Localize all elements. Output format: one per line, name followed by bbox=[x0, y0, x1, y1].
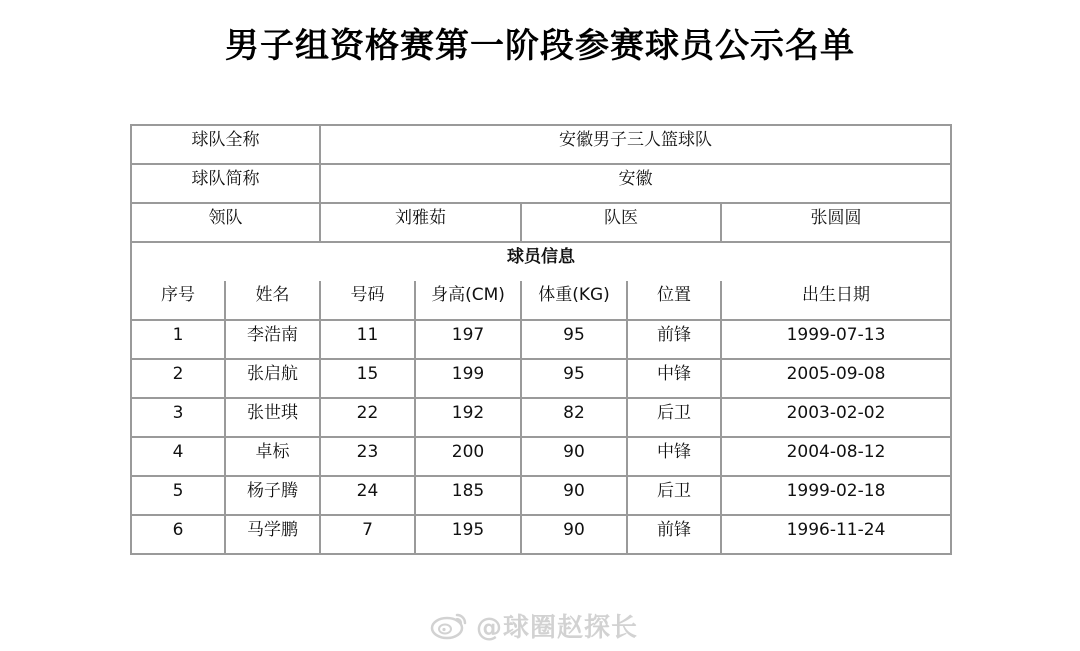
height-cell: 195 bbox=[415, 515, 521, 554]
position-cell: 后卫 bbox=[627, 398, 721, 437]
staff-row bbox=[131, 203, 951, 242]
team-doctor-value: 张圆圆 bbox=[721, 203, 951, 242]
watermark-text: @球圈赵探长 bbox=[476, 612, 639, 643]
players-section-title: 球员信息 bbox=[131, 242, 951, 281]
player-number-cell: 4 bbox=[131, 437, 225, 476]
team-full-name-row bbox=[131, 125, 951, 164]
team-short-name-row bbox=[131, 164, 951, 203]
birth-date-cell: 1999-02-18 bbox=[721, 476, 951, 515]
team-short-name-value: 安徽 bbox=[320, 164, 951, 203]
team-full-name-label: 球队全称 bbox=[131, 125, 320, 164]
team-leader-value: 刘雅茹 bbox=[320, 203, 521, 242]
jersey-number-cell: 24 bbox=[320, 476, 415, 515]
position-cell: 后卫 bbox=[627, 476, 721, 515]
jersey-number-cell: 23 bbox=[320, 437, 415, 476]
column-header: 序号 bbox=[131, 281, 225, 320]
player-name-cell: 卓标 bbox=[225, 437, 320, 476]
player-number-cell: 1 bbox=[131, 320, 225, 359]
column-header: 体重(KG) bbox=[521, 281, 627, 320]
player-number-cell: 3 bbox=[131, 398, 225, 437]
column-header: 身高(CM) bbox=[415, 281, 521, 320]
column-header: 姓名 bbox=[225, 281, 320, 320]
player-name-cell: 马学鹏 bbox=[225, 515, 320, 554]
position-cell: 前锋 bbox=[627, 320, 721, 359]
weight-cell: 90 bbox=[521, 515, 627, 554]
player-number-cell: 5 bbox=[131, 476, 225, 515]
document-title: 男子组资格赛第一阶段参赛球员公示名单 bbox=[225, 26, 855, 66]
jersey-number-cell: 15 bbox=[320, 359, 415, 398]
table-row bbox=[131, 476, 951, 515]
team-leader-label: 领队 bbox=[131, 203, 320, 242]
weight-cell: 82 bbox=[521, 398, 627, 437]
table-row bbox=[131, 320, 951, 359]
team-short-name-label: 球队简称 bbox=[131, 164, 320, 203]
height-cell: 200 bbox=[415, 437, 521, 476]
player-name-cell: 杨子腾 bbox=[225, 476, 320, 515]
weibo-icon bbox=[430, 610, 470, 640]
position-cell: 中锋 bbox=[627, 437, 721, 476]
table-row bbox=[131, 359, 951, 398]
table-row bbox=[131, 437, 951, 476]
height-cell: 197 bbox=[415, 320, 521, 359]
watermark bbox=[430, 608, 638, 642]
player-number-cell: 6 bbox=[131, 515, 225, 554]
position-cell: 中锋 bbox=[627, 359, 721, 398]
column-header: 位置 bbox=[627, 281, 721, 320]
birth-date-cell: 2005-09-08 bbox=[721, 359, 951, 398]
players-header-row bbox=[131, 281, 951, 320]
jersey-number-cell: 22 bbox=[320, 398, 415, 437]
table-row bbox=[131, 515, 951, 554]
birth-date-cell: 1996-11-24 bbox=[721, 515, 951, 554]
column-header: 号码 bbox=[320, 281, 415, 320]
player-name-cell: 张启航 bbox=[225, 359, 320, 398]
weight-cell: 95 bbox=[521, 359, 627, 398]
team-doctor-label: 队医 bbox=[521, 203, 721, 242]
birth-date-cell: 2003-02-02 bbox=[721, 398, 951, 437]
birth-date-cell: 1999-07-13 bbox=[721, 320, 951, 359]
jersey-number-cell: 11 bbox=[320, 320, 415, 359]
weight-cell: 90 bbox=[521, 437, 627, 476]
roster-table bbox=[130, 124, 952, 555]
table-row bbox=[131, 398, 951, 437]
position-cell: 前锋 bbox=[627, 515, 721, 554]
column-header: 出生日期 bbox=[721, 281, 951, 320]
players-section-row bbox=[131, 242, 951, 281]
player-name-cell: 张世琪 bbox=[225, 398, 320, 437]
player-name-cell: 李浩南 bbox=[225, 320, 320, 359]
player-number-cell: 2 bbox=[131, 359, 225, 398]
height-cell: 199 bbox=[415, 359, 521, 398]
weight-cell: 95 bbox=[521, 320, 627, 359]
birth-date-cell: 2004-08-12 bbox=[721, 437, 951, 476]
weight-cell: 90 bbox=[521, 476, 627, 515]
height-cell: 185 bbox=[415, 476, 521, 515]
height-cell: 192 bbox=[415, 398, 521, 437]
jersey-number-cell: 7 bbox=[320, 515, 415, 554]
team-full-name-value: 安徽男子三人篮球队 bbox=[320, 125, 951, 164]
